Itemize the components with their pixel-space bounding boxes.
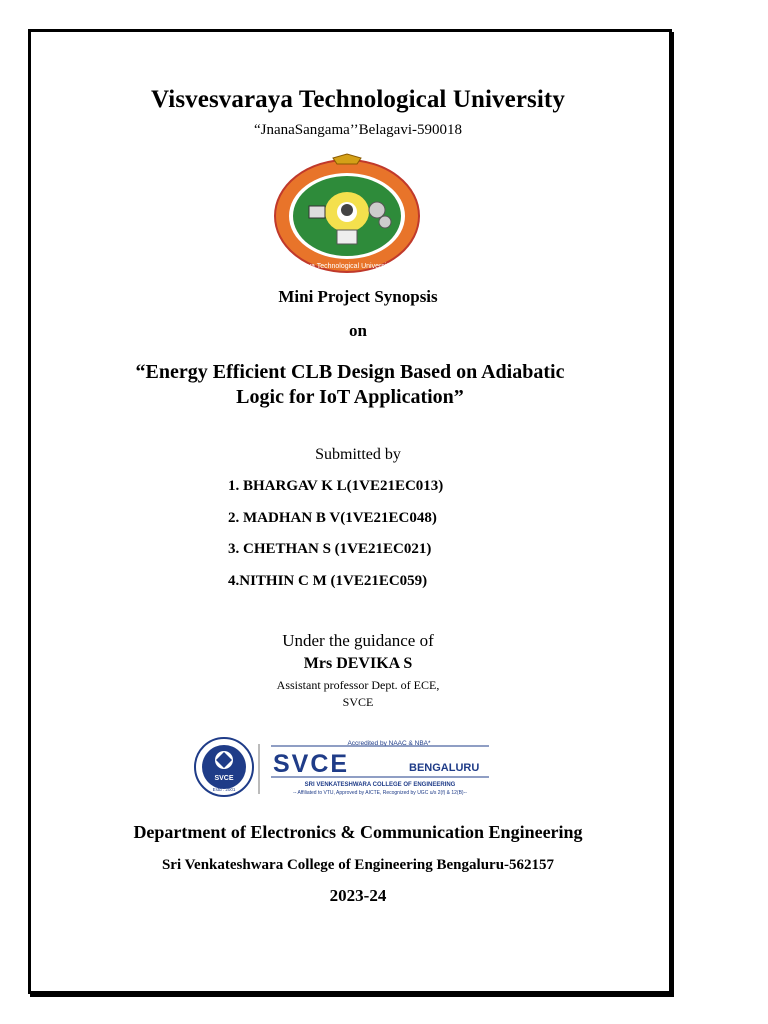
- college-name: Sri Venkateshwara College of Engineering Bengaluru-562157: [161, 857, 555, 873]
- guide-name: Mrs DEVIKA S: [303, 655, 413, 672]
- student-item: 2. MADHAN B V(1VE21EC048): [228, 509, 437, 526]
- vtu-logo: [273, 152, 421, 274]
- guidance-label: Under the guidance of: [282, 631, 434, 650]
- on-label: on: [349, 321, 367, 340]
- student-item: 3. CHETHAN S (1VE21EC021): [228, 541, 432, 557]
- guide-role: Assistant professor Dept. of ECE,: [276, 678, 440, 692]
- project-title: [0, 360, 700, 410]
- svce-accreditation-text: Accredited by NAAC & NBA*: [347, 740, 431, 747]
- university-address: “JnanaSangama’’Belagavi-590018: [254, 122, 462, 138]
- university-title: Visvesvaraya Technological University: [151, 86, 565, 113]
- svce-seal-text: SVCE: [214, 775, 234, 782]
- svce-estd-text: Estd : 2001: [212, 787, 236, 792]
- department-name: Department of Electronics & Communication Engineering: [133, 822, 583, 842]
- student-item: 1. BHARGAV K L(1VE21EC013): [228, 478, 444, 494]
- academic-year: 2023-24: [329, 886, 387, 905]
- svce-short-name: SVCE: [273, 750, 350, 778]
- project-title-line-1: “Energy Efficient CLB Design Based on Adiabatic: [135, 361, 565, 383]
- vtu-logo-ring-text: Visvesvaraya Technological University Belagavi: [273, 263, 421, 270]
- svce-affiliation-text: -- Affiliated to VTU, Approved by AICTE, Recognized by UGC u/s 2(f) & 12(B)--: [293, 790, 467, 796]
- document-type-label: Mini Project Synopsis: [278, 287, 438, 306]
- student-item: 4.NITHIN C M (1VE21EC059): [228, 572, 428, 589]
- student-list: [228, 478, 443, 604]
- project-title-line-2: Logic for IoT Application”: [236, 386, 464, 408]
- guide-college: SVCE: [342, 695, 374, 709]
- svce-full-name: SRI VENKATESHWARA COLLEGE OF ENGINEERING: [304, 782, 456, 788]
- submitted-by-label: Submitted by: [315, 446, 401, 463]
- svce-city-text: BENGALURU: [409, 762, 480, 774]
- svce-logo: [193, 736, 495, 798]
